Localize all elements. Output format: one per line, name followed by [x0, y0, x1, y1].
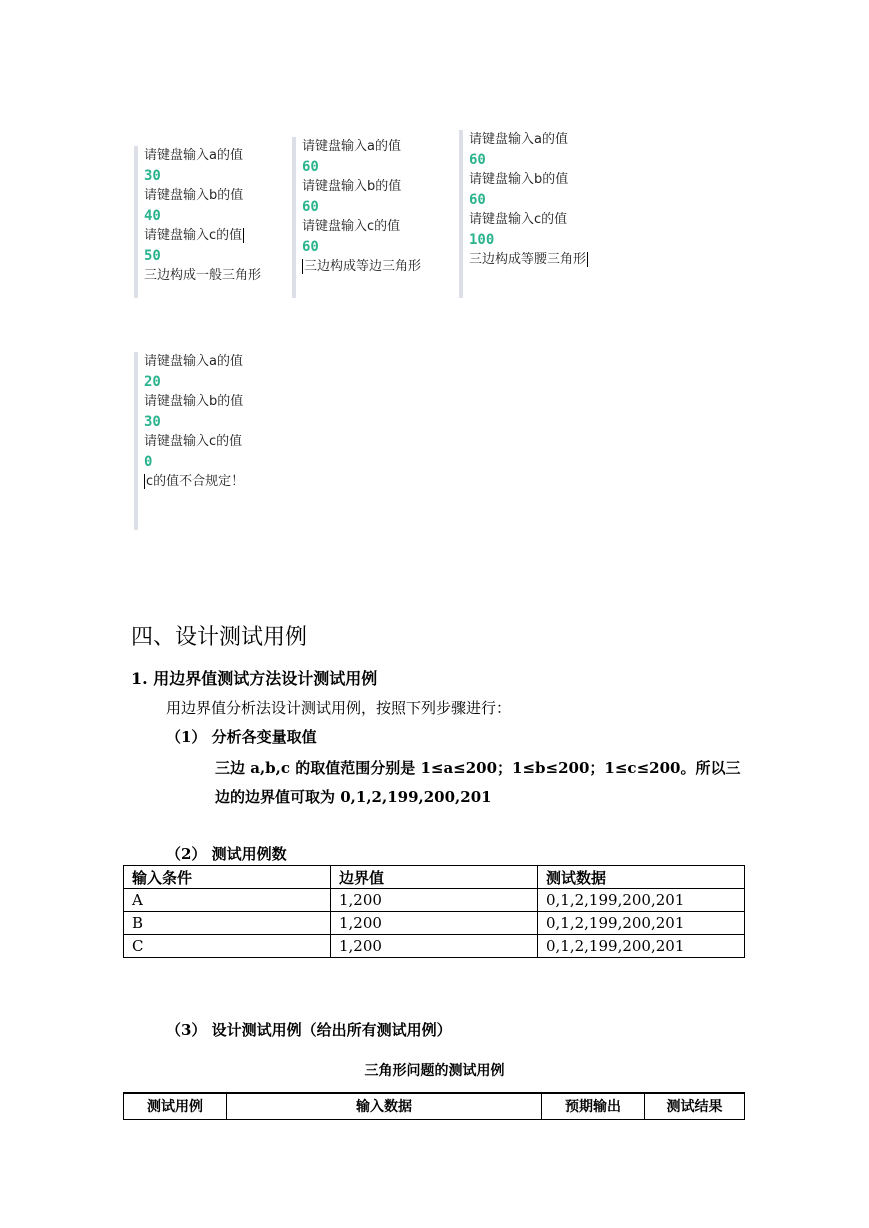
table-cell: 0,1,2,199,200,201: [538, 912, 745, 935]
console-input: 60: [469, 192, 486, 208]
console-input: 30: [144, 168, 161, 184]
table-caption: 三角形问题的测试用例: [364, 1063, 505, 1079]
console-input: 60: [469, 152, 486, 168]
step1-text-line2: 边的边界值可取为 0,1,2,199,200,201: [215, 788, 492, 806]
table-row: [124, 912, 745, 935]
text-caret: [587, 252, 588, 267]
console-prompt: 请键盘输入a的值: [302, 139, 401, 154]
console-prompt: 请键盘输入c的值: [144, 434, 243, 449]
console-prompt: 请键盘输入c的值: [144, 228, 243, 243]
table-header-row: [124, 1093, 745, 1119]
table-header-cell: 预期输出: [542, 1093, 645, 1119]
console-result: 三边构成一般三角形: [144, 268, 262, 283]
console-prompt: 请键盘输入b的值: [144, 394, 244, 409]
text-caret: [144, 474, 145, 489]
table-header-cell: 测试结果: [645, 1093, 745, 1119]
console-input: 100: [469, 232, 495, 248]
console-prompt: 请键盘输入b的值: [144, 188, 244, 203]
console-input: 20: [144, 374, 161, 390]
step3-title: （3） 设计测试用例（给出所有测试用例）: [166, 1021, 452, 1039]
console-output-1: [134, 146, 261, 298]
console-result: 三边构成等边三角形: [304, 259, 422, 274]
console-output-2: [292, 137, 421, 298]
console-prompt: 请键盘输入c的值: [302, 219, 401, 234]
intro-paragraph: 用边界值分析法设计测试用例，按照下列步骤进行：: [166, 699, 512, 717]
text-caret: [243, 228, 244, 243]
console-result: c的值不合规定！: [146, 474, 245, 489]
table-cell: A: [124, 889, 331, 912]
table-header-cell: 测试数据: [538, 866, 745, 889]
console-output-4: [134, 352, 244, 530]
table-cell: B: [124, 912, 331, 935]
table-row: [124, 889, 745, 912]
boundary-value-table: [123, 865, 745, 958]
table-row: [124, 935, 745, 958]
console-input: 50: [144, 248, 161, 264]
section-title: 四、设计测试用例: [131, 625, 308, 650]
console-prompt: 请键盘输入b的值: [302, 179, 402, 194]
table-header-cell: 输入条件: [124, 866, 331, 889]
console-output-3: [459, 130, 588, 298]
table-cell: 0,1,2,199,200,201: [538, 935, 745, 958]
console-input: 60: [302, 159, 319, 175]
table-cell: 1,200: [331, 912, 538, 935]
test-case-table: [123, 1092, 745, 1120]
console-prompt: 请键盘输入a的值: [144, 148, 243, 163]
subsection-title: 1. 用边界值测试方法设计测试用例: [131, 669, 378, 688]
console-prompt: 请键盘输入c的值: [469, 212, 568, 227]
console-result: 三边构成等腰三角形: [469, 252, 587, 267]
console-input: 60: [302, 239, 319, 255]
table-header-cell: 测试用例: [124, 1093, 227, 1119]
step1-title: （1） 分析各变量取值: [166, 728, 317, 746]
step2-title: （2） 测试用例数: [166, 845, 287, 863]
console-input: 40: [144, 208, 161, 224]
console-input: 60: [302, 199, 319, 215]
table-cell: 0,1,2,199,200,201: [538, 889, 745, 912]
console-input: 30: [144, 414, 161, 430]
table-header-cell: 边界值: [331, 866, 538, 889]
text-caret: [302, 259, 303, 274]
table-header-cell: 输入数据: [227, 1093, 542, 1119]
step1-text-line1: 三边 a,b,c 的取值范围分别是 1≤a≤200；1≤b≤200；1≤c≤200。所以三: [215, 759, 741, 777]
console-input: 0: [144, 454, 153, 470]
table-cell: C: [124, 935, 331, 958]
console-prompt: 请键盘输入a的值: [144, 354, 243, 369]
table-cell: 1,200: [331, 935, 538, 958]
table-header-row: [124, 866, 745, 889]
console-prompt: 请键盘输入a的值: [469, 132, 568, 147]
table-cell: 1,200: [331, 889, 538, 912]
console-prompt: 请键盘输入b的值: [469, 172, 569, 187]
